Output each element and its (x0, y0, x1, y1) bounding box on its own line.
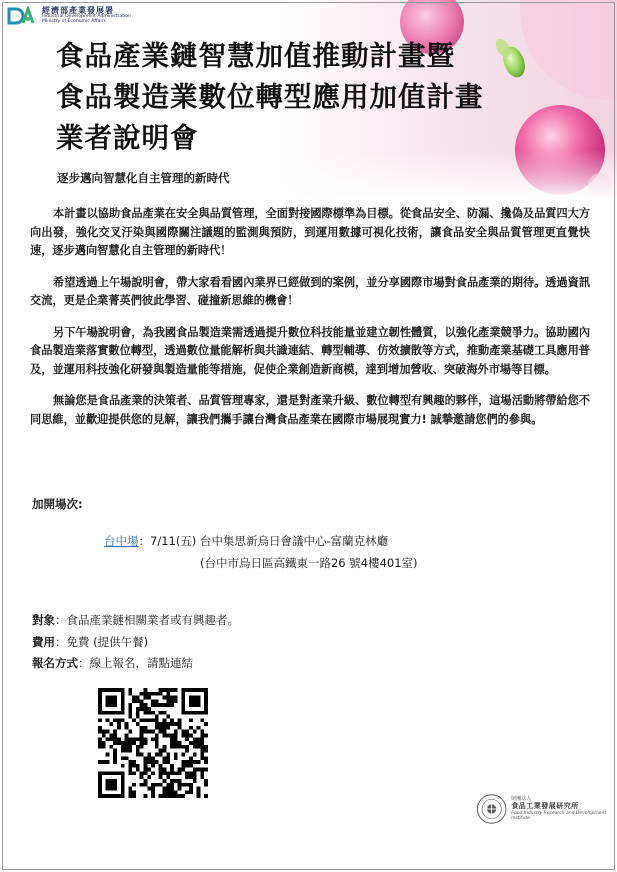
venue-taichung-link[interactable]: 台中場 (104, 534, 139, 548)
info-signup (32, 653, 239, 675)
intro-paragraph: 希望透過上午場說明會，帶大家看看國內業界已經做到的案例，並分享國際市場對食品產業的期待。透過資訊交流，更是企業菁英們彼此學習、碰撞新思維的機會！ (30, 275, 591, 307)
info-signup-key: 報名方式 (32, 656, 78, 670)
ida-logo (6, 6, 131, 26)
venue-taichung-detail: ：7/11(五) 台中集思新烏日會議中心-富蘭克林廳 (138, 534, 389, 548)
title-line-1: 食品產業鏈智慧加值推動計畫暨 (56, 40, 455, 72)
ida-logo-en-1: Industrial Development Administration (42, 14, 132, 20)
venue-taichung (104, 533, 388, 549)
venues-label: 加開場次: (32, 497, 83, 511)
firdi-seal-icon (476, 792, 507, 826)
intro-paragraph: 另下午場說明會，為我國食品製造業需透過提升數位科技能量並建立韌性體質，以強化產業競爭力。協助國內食品製造業落實數位轉型，透過數位量能解析與共識連結、轉型輔導、仿效擴散等方式，推動產業基礎工具應用普及，並運用科技強化研發與製造量能等措施，促使企業創造新商模，達到增加營收、突破海外市場等目標。 (30, 325, 591, 376)
page-title (56, 36, 596, 159)
info-signup-value: ：線上報名，請點連結 (78, 656, 193, 670)
firdi-logo-text (511, 796, 617, 821)
title-line-3: 業者說明會 (56, 122, 199, 154)
info-audience (32, 610, 239, 632)
firdi-org-small: 財團法人 (511, 796, 532, 803)
firdi-org-zh: 食品工業發展研究所 (511, 802, 579, 811)
intro-paragraph: 本計畫以協助食品產業在安全與品質管理，全面對接國際標準為目標。從食品安全、防漏、攙偽及品質四大方向出發，強化交叉汙染與國際關注議題的監測與預防，到運用數據可視化技術，讓食品安全與品質管理更直覺快速，逐步邁向智慧化自主管理的新時代！ (30, 207, 591, 257)
info-fee (32, 632, 239, 654)
venue-taichung-address: (台中市烏日區高鐵東一路26 號4樓401室) (200, 556, 418, 570)
title-line-2: 食品製造業數位轉型應用加值計畫 (56, 81, 484, 113)
ida-logo-mark-icon (6, 6, 36, 26)
intro-paragraph: 無論您是食品產業的決策者、品質管理專家，還是對產業升級、數位轉型有興趣的夥伴，這場活動將帶給您不同思維，並歡迎提供您的見解，讓我們攜手讓台灣食品產業在國際市場展現實力! 誠摯邀請您們的參與。 (30, 394, 591, 426)
ida-logo-en-2: Ministry of Economic Affairs (42, 19, 106, 25)
info-fee-value: ：免費 (提供午餐) (55, 634, 149, 649)
intro-body (30, 205, 590, 442)
ida-logo-text (42, 7, 131, 25)
event-info (32, 610, 239, 675)
info-fee-key: 費用 (32, 634, 55, 649)
ida-logo-zh: 經濟部產業發展署 (42, 5, 114, 15)
signup-qr-code-icon[interactable] (98, 688, 208, 798)
page-subtitle: 逐步邁向智慧化自主管理的新時代 (57, 171, 230, 185)
info-audience-value: ：食品產業鏈相關業者或有興趣者。 (55, 613, 239, 627)
firdi-logo (476, 792, 617, 826)
firdi-org-en: Food Industry Research and Development Institute (511, 810, 607, 822)
info-audience-key: 對象 (32, 613, 55, 627)
